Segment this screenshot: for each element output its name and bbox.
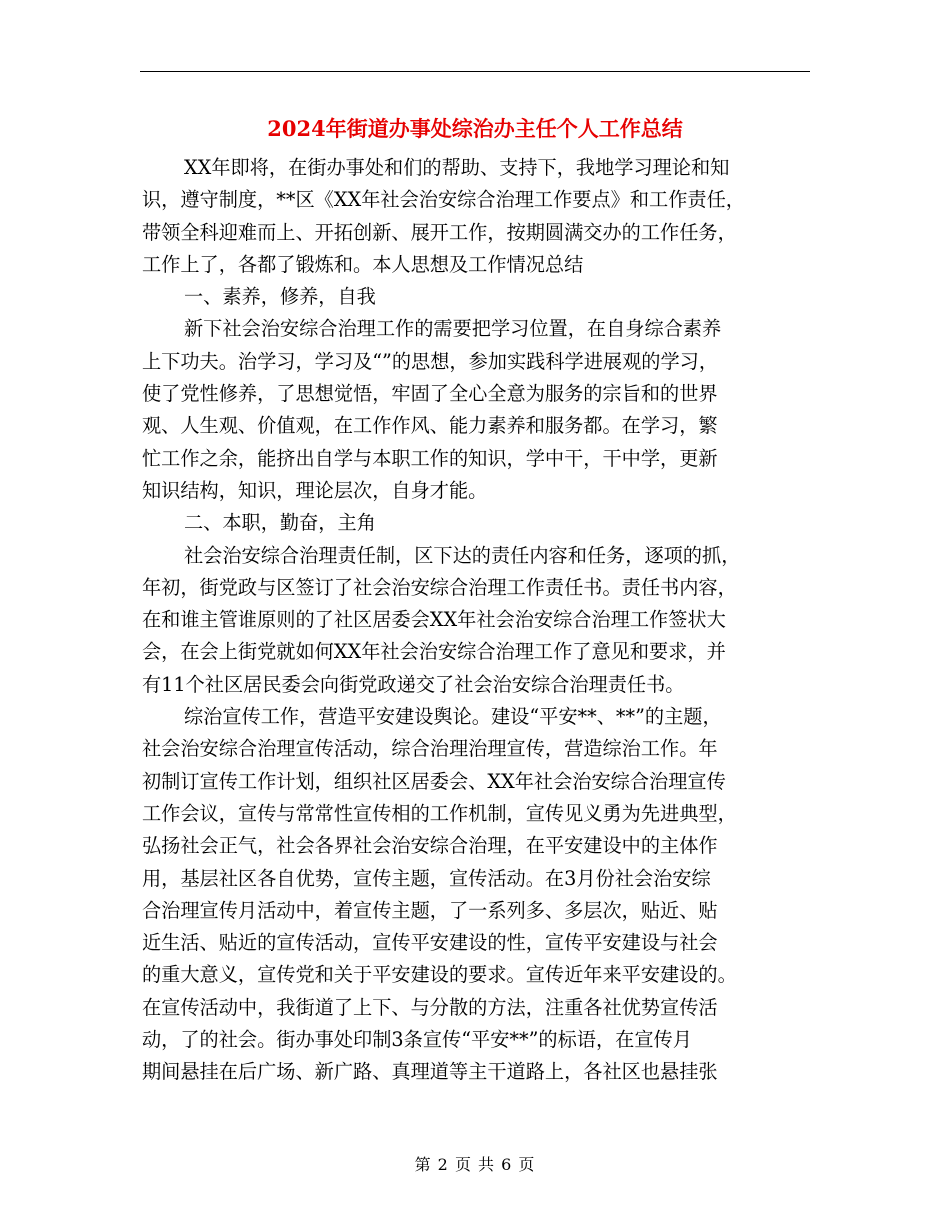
header-rule xyxy=(140,71,810,72)
body-line: 动，了的社会。街办事处印制3条宣传“平安**”的标语，在宣传月 xyxy=(142,1028,692,1052)
body-line: 期间悬挂在后广场、新广路、真理道等主干道路上，各社区也悬挂张 xyxy=(142,1060,718,1084)
body-line: XX年即将，在街办事处和们的帮助、支持下，我地学习理论和知 xyxy=(184,156,730,179)
document-title: 2024年街道办事处综治办主任个人工作总结 xyxy=(267,116,683,141)
body-line: 用，基层社区各自优势，宣传主题，宣传活动。在3月份社会治安综 xyxy=(142,866,711,890)
page-number: 第 2 页 共 6 页 xyxy=(414,1155,536,1174)
body-line: 社会治安综合治理责任制，区下达的责任内容和任务，逐项的抓， xyxy=(184,543,741,567)
body-line: 工作上了，各都了锻炼和。本人思想及工作情况总结 xyxy=(142,252,584,276)
body-line: 知识结构，知识，理论层次，自身才能。 xyxy=(142,478,488,502)
body-line: 上下功夫。治学习，学习及“”的思想，参加实践科学进展观的学习， xyxy=(142,349,719,373)
document-body xyxy=(142,152,814,1089)
body-line: 观、人生观、价值观，在工作作风、能力素养和服务都。在学习，繁 xyxy=(142,414,718,438)
body-line: 综治宣传工作，营造平安建设舆论。建设“平安**、**”的主题， xyxy=(184,705,722,729)
body-line: 在和谁主管谁原则的了社区居委会XX年社会治安综合治理工作签状大 xyxy=(142,608,726,632)
body-line: 近生活、贴近的宣传活动，宣传平安建设的性，宣传平安建设与社会 xyxy=(142,931,718,955)
body-line: 社会治安综合治理宣传活动，综合治理治理宣传，营造综治工作。年 xyxy=(142,737,718,761)
body-line: 年初，街党政与区签订了社会治安综合治理工作责任书。责任书内容， xyxy=(142,575,737,599)
section-heading: 一、素养，修养，自我 xyxy=(184,285,376,309)
body-line: 的重大意义，宣传党和关于平安建设的要求。宣传近年来平安建设的。 xyxy=(142,963,737,987)
section-heading: 二、本职，勤奋，主角 xyxy=(184,511,376,535)
body-line: 弘扬社会正气，社会各界社会治安综合治理，在平安建设中的主体作 xyxy=(142,834,718,858)
body-line: 在宣传活动中，我街道了上下、与分散的方法，注重各社优势宣传活 xyxy=(142,995,718,1019)
body-line: 识，遵守制度，**区《XX年社会治安综合治理工作要点》和工作责任， xyxy=(142,188,745,212)
body-line: 带领全科迎难而上、开拓创新、展开工作，按期圆满交办的工作任务， xyxy=(142,220,737,244)
body-line: 使了党性修养，了思想觉悟，牢固了全心全意为服务的宗旨和的世界 xyxy=(142,382,718,406)
body-line: 初制订宣传工作计划，组织社区居委会、XX年社会治安综合治理宣传 xyxy=(142,769,726,793)
body-line: 合治理宣传月活动中，着宣传主题，了一系列多、多层次，贴近、贴 xyxy=(142,898,718,922)
body-line: 新下社会治安综合治理工作的需要把学习位置，在自身综合素养 xyxy=(184,317,722,341)
body-line: 会，在会上街党就如何XX年社会治安综合治理工作了意见和要求，并 xyxy=(142,640,726,664)
body-line: 工作会议，宣传与常常性宣传相的工作机制，宣传见义勇为先进典型， xyxy=(142,801,737,825)
body-line: 忙工作之余，能挤出自学与本职工作的知识，学中干，干中学，更新 xyxy=(142,446,718,470)
body-line: 有11个社区居民委会向街党政递交了社会治安综合治理责任书。 xyxy=(142,672,685,696)
